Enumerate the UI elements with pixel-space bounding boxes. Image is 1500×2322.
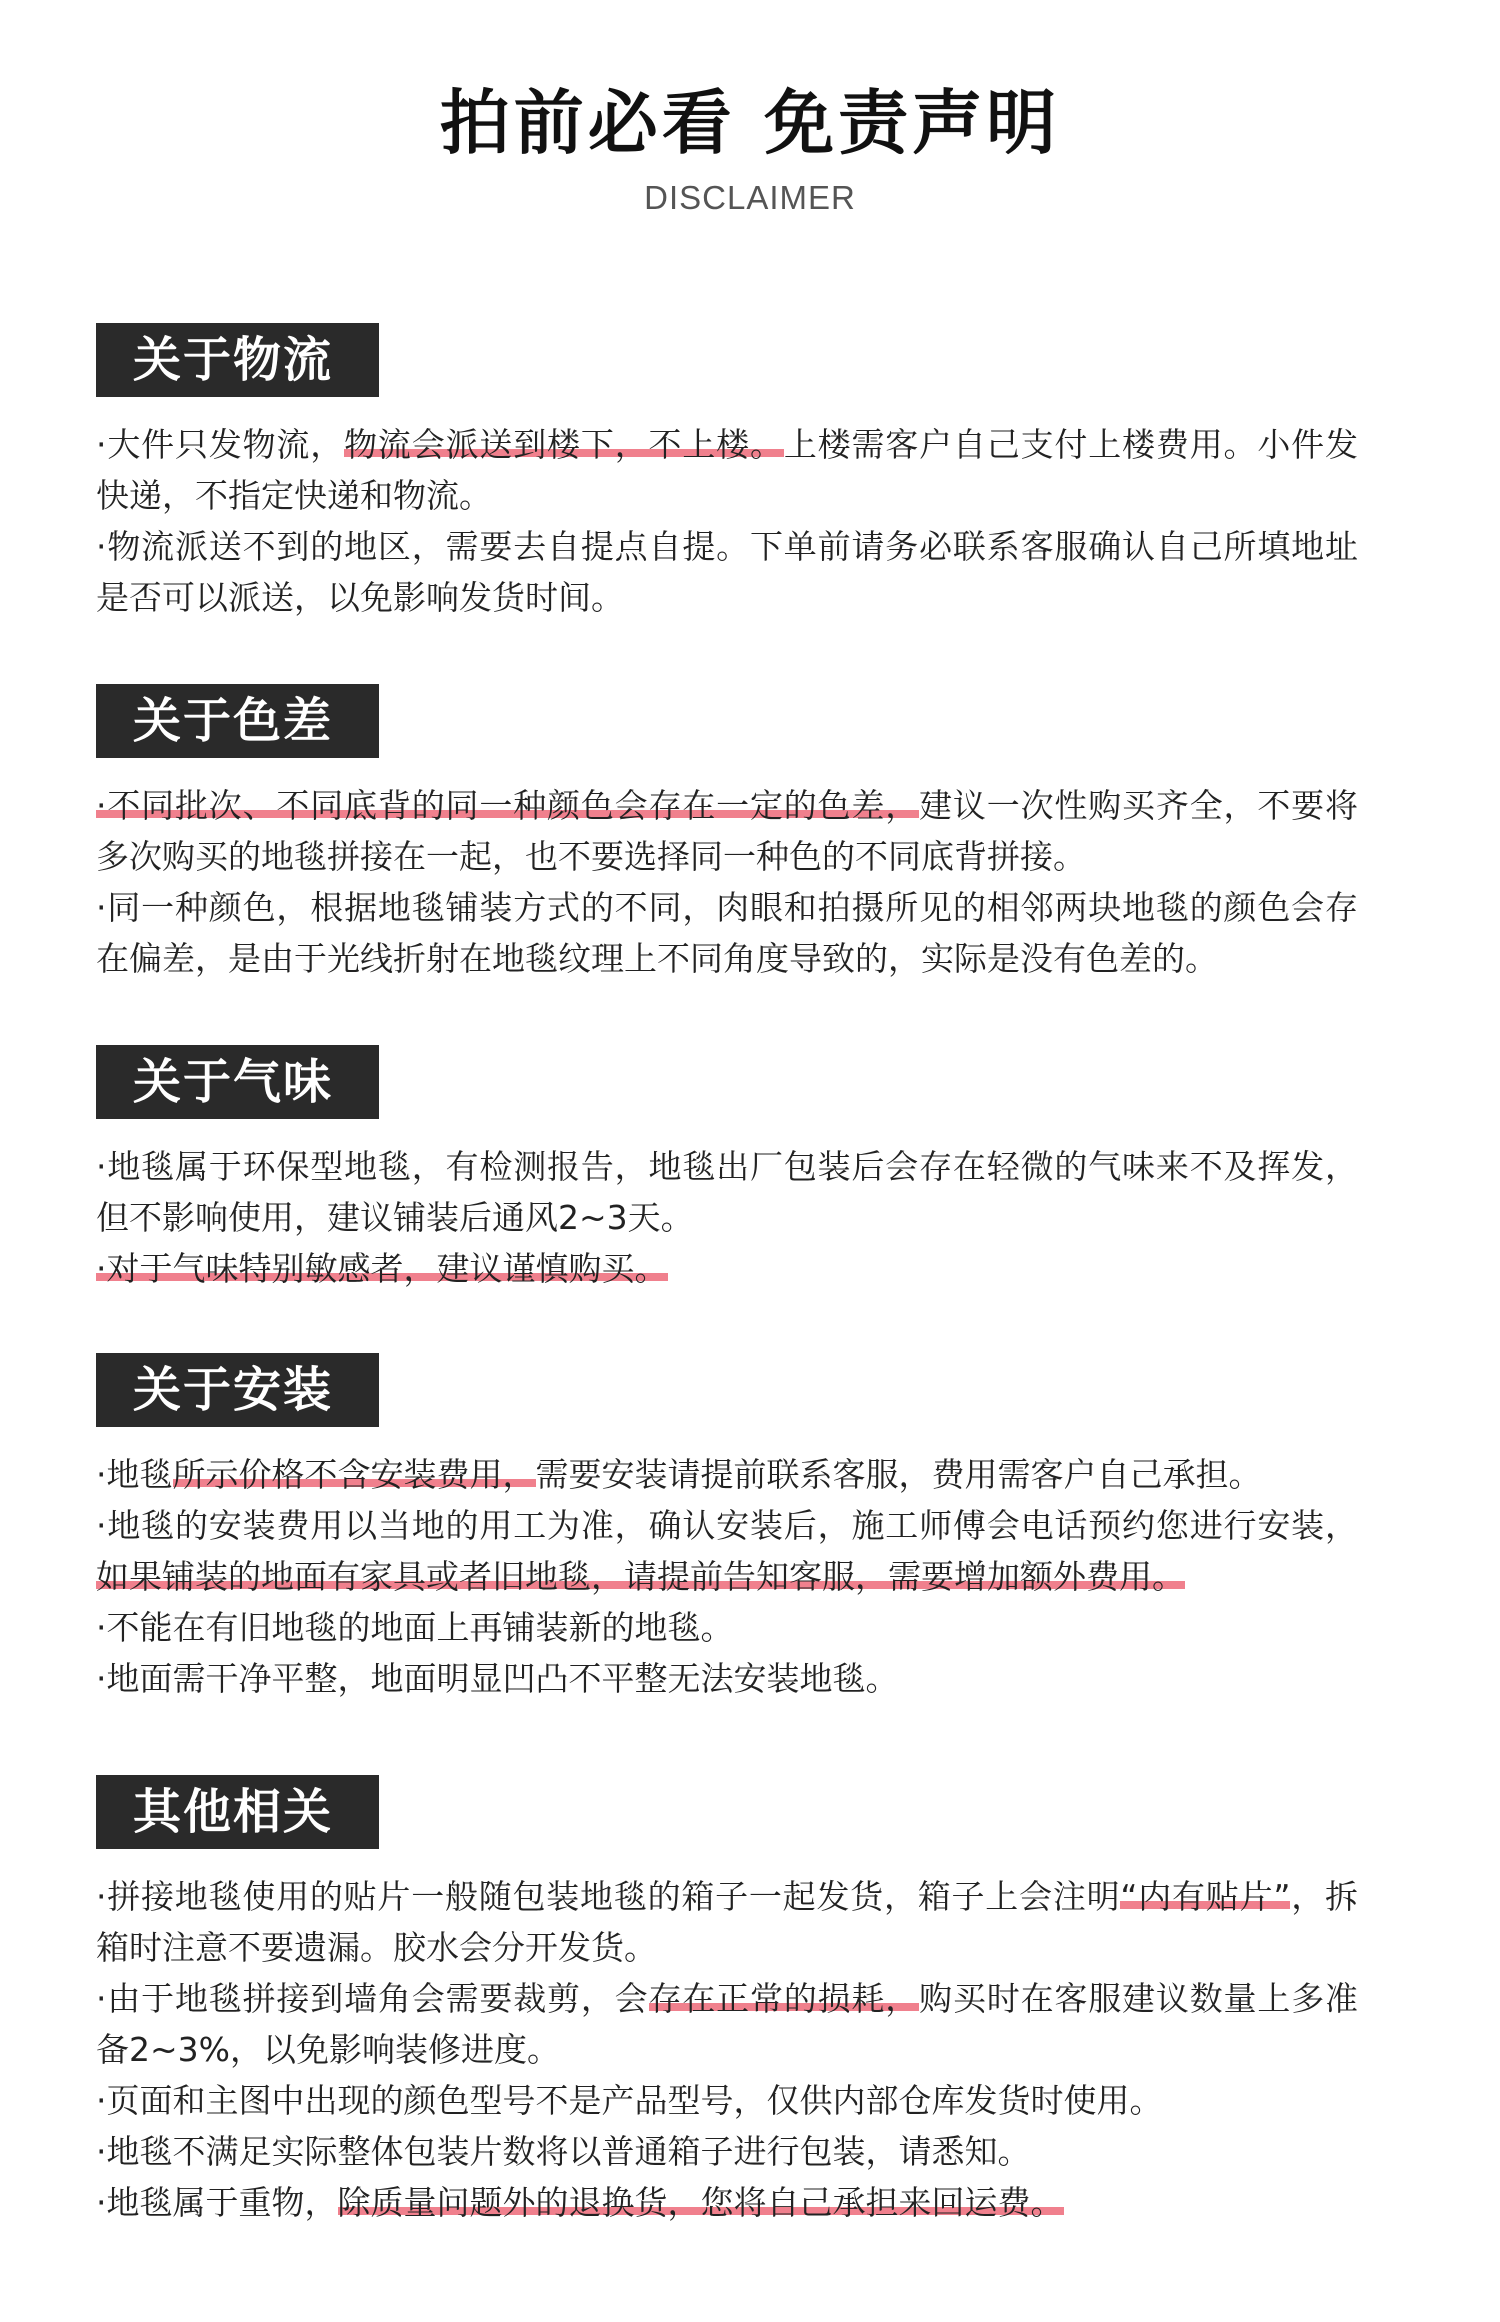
section	[96, 1045, 1358, 1294]
bullet-paragraph	[96, 1141, 1358, 1243]
section-heading: 关于色差	[96, 684, 379, 758]
section-heading: 关于安装	[96, 1353, 379, 1427]
text-segment: 上楼需客户自己支付上楼费用。小件发快递，不指定快递和物流。	[96, 425, 1359, 515]
text-segment: ，拆箱时注意不要遗漏。胶水会分开发货。	[96, 1877, 1358, 1967]
bullet-paragraph	[96, 1602, 1358, 1653]
bullet-paragraph	[96, 780, 1358, 882]
section	[96, 323, 1358, 623]
bullet-paragraph	[96, 1973, 1358, 2075]
text-segment: ·地毯不满足实际整体包装片数将以普通箱子进行包装，请悉知。	[96, 2132, 1031, 2171]
bullet-paragraph	[96, 1243, 1358, 1294]
text-segment: ·地毯属于重物，	[96, 2183, 338, 2222]
text-segment: ·拼接地毯使用的贴片一般随包装地毯的箱子一起发货，箱子上会注明	[96, 1877, 1121, 1916]
bullet-paragraph	[96, 1500, 1358, 1602]
text-segment: 需要安装请提前联系客服，费用需客户自己承担。	[535, 1455, 1262, 1494]
section-body	[96, 780, 1358, 984]
text-segment: ·页面和主图中出现的颜色型号不是产品型号，仅供内部仓库发货时使用。	[96, 2081, 1163, 2120]
highlighted-text: “内有贴片”	[1120, 1877, 1291, 1916]
text-segment: 建议一次性购买齐全，不要将多次购买的地毯拼接在一起，也不要选择同一种色的不同底背拼接。	[96, 786, 1359, 876]
section-heading: 关于气味	[96, 1045, 379, 1119]
bullet-paragraph	[96, 1871, 1358, 1973]
text-segment: ·不能在有旧地毯的地面上再铺装新的地毯。	[96, 1608, 734, 1647]
text-segment: ·地面需干净平整，地面明显凹凸不平整无法安装地毯。	[96, 1659, 899, 1698]
section-body	[96, 1141, 1358, 1294]
highlighted-text: 除质量问题外的退换货，您将自己承担来回运费。	[337, 2183, 1064, 2222]
highlighted-text: 如果铺装的地面有家具或者旧地毯，请提前告知客服，需要增加额外费用。	[96, 1557, 1185, 1596]
bullet-paragraph	[96, 1449, 1358, 1500]
section-heading: 关于物流	[96, 323, 379, 397]
text-segment: ·由于地毯拼接到墙角会需要裁剪，会	[96, 1979, 649, 2018]
highlighted-text: 存在正常的损耗，	[648, 1979, 920, 2018]
bullet-paragraph	[96, 2075, 1358, 2126]
highlighted-text: ·不同批次、不同底背的同一种颜色会存在一定的色差，	[96, 786, 920, 825]
text-segment: ·地毯	[96, 1455, 173, 1494]
section	[96, 1353, 1358, 1704]
section-body	[96, 1871, 1358, 2228]
highlighted-text: 物流会派送到楼下，不上楼。	[344, 425, 784, 464]
section	[96, 1775, 1358, 2228]
bullet-paragraph	[96, 2177, 1358, 2228]
bullet-paragraph	[96, 419, 1358, 521]
page-title: 拍前必看 免责声明	[439, 82, 1061, 164]
text-segment: ·地毯属于环保型地毯，有检测报告，地毯出厂包装后会存在轻微的气味来不及挥发，但不影响使用，建议铺装后通风2~3天。	[96, 1147, 1358, 1237]
text-segment: ·物流派送不到的地区，需要去自提点自提。下单前请务必联系客服确认自己所填地址是否可以派送，以免影响发货时间。	[96, 527, 1358, 617]
text-segment: 购买时在客服建议数量上多准备2~3%，以免影响装修进度。	[96, 1979, 1359, 2069]
text-segment: ·地毯的安装费用以当地的用工为准，确认安装后，施工师傅会电话预约您进行安装，	[96, 1506, 1358, 1545]
highlighted-text: ·对于气味特别敏感者，建议谨慎购买。	[96, 1249, 668, 1288]
highlighted-text: 所示价格不含安装费用，	[172, 1455, 536, 1494]
bullet-paragraph	[96, 1653, 1358, 1704]
section-heading: 其他相关	[96, 1775, 379, 1849]
bullet-paragraph	[96, 882, 1358, 984]
text-segment: ·同一种颜色，根据地毯铺装方式的不同，肉眼和拍摄所见的相邻两块地毯的颜色会存在偏差，是由于光线折射在地毯纹理上不同角度导致的，实际是没有色差的。	[96, 888, 1358, 978]
bullet-paragraph	[96, 521, 1358, 623]
section-body	[96, 1449, 1358, 1704]
section	[96, 684, 1358, 984]
bullet-paragraph	[96, 2126, 1358, 2177]
text-segment: ·大件只发物流，	[96, 425, 345, 464]
page-subtitle: DISCLAIMER	[644, 179, 856, 216]
section-body	[96, 419, 1358, 623]
